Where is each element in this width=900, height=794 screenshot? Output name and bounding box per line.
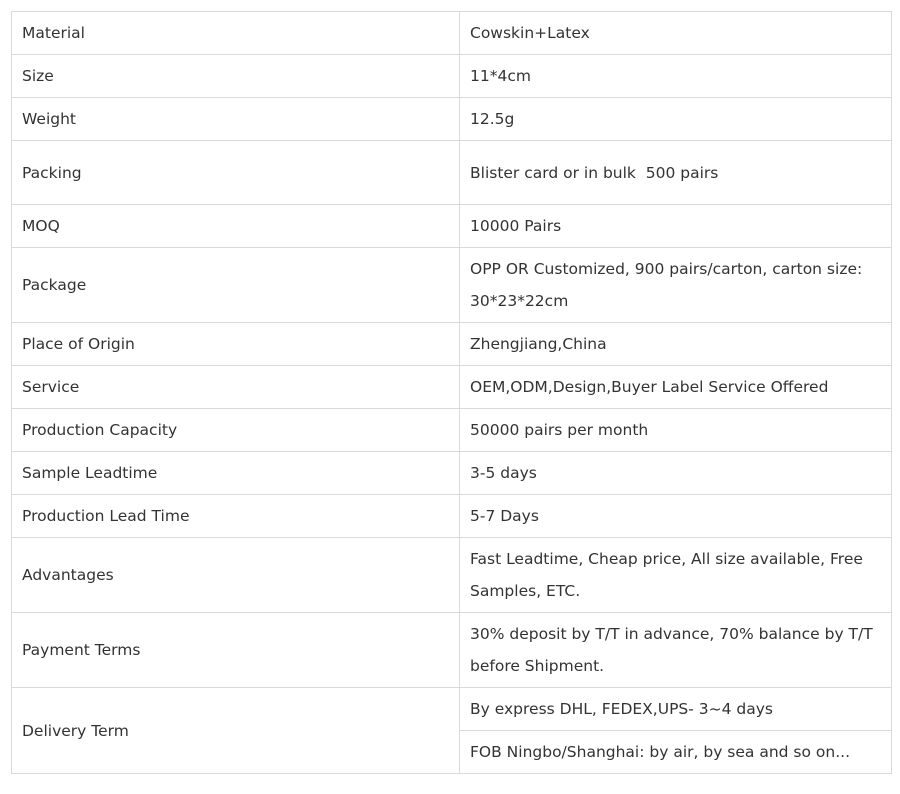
table-row-production-capacity [12, 409, 892, 452]
row-label: Sample Leadtime [12, 452, 460, 495]
table-row-size [12, 55, 892, 98]
row-value: Blister card or in bulk 500 pairs [460, 141, 892, 205]
row-value: FOB Ningbo/Shanghai: by air, by sea and so on... [460, 731, 892, 774]
row-value: 3-5 days [460, 452, 892, 495]
row-label: Weight [12, 98, 460, 141]
row-label: Production Lead Time [12, 495, 460, 538]
row-value: Fast Leadtime, Cheap price, All size available, Free Samples, ETC. [460, 538, 892, 613]
row-value: 10000 Pairs [460, 205, 892, 248]
row-label: Production Capacity [12, 409, 460, 452]
row-label: Packing [12, 141, 460, 205]
table-row-place-of-origin [12, 323, 892, 366]
table-row-packing [12, 141, 892, 205]
row-value: 12.5g [460, 98, 892, 141]
row-label: Package [12, 248, 460, 323]
row-value: 30% deposit by T/T in advance, 70% balance by T/T before Shipment. [460, 613, 892, 688]
table-row-weight [12, 98, 892, 141]
table-row-production-lead-time [12, 495, 892, 538]
table-row-sample-leadtime [12, 452, 892, 495]
row-label: Place of Origin [12, 323, 460, 366]
row-value: 11*4cm [460, 55, 892, 98]
row-value: Zhengjiang,China [460, 323, 892, 366]
row-label: Payment Terms [12, 613, 460, 688]
table-row-payment-terms [12, 613, 892, 688]
row-value: By express DHL, FEDEX,UPS- 3~4 days [460, 688, 892, 731]
table-row-material [12, 12, 892, 55]
table-row-delivery-term [12, 688, 892, 731]
row-value: OEM,ODM,Design,Buyer Label Service Offered [460, 366, 892, 409]
row-label: Material [12, 12, 460, 55]
row-label: Service [12, 366, 460, 409]
row-value: Cowskin+Latex [460, 12, 892, 55]
row-label: Delivery Term [12, 688, 460, 774]
table-row-moq [12, 205, 892, 248]
row-value: OPP OR Customized, 900 pairs/carton, carton size: 30*23*22cm [460, 248, 892, 323]
table-row-advantages [12, 538, 892, 613]
row-value: 50000 pairs per month [460, 409, 892, 452]
row-label: MOQ [12, 205, 460, 248]
row-label: Advantages [12, 538, 460, 613]
spec-table [11, 11, 892, 774]
table-row-service [12, 366, 892, 409]
table-row-package [12, 248, 892, 323]
row-value: 5-7 Days [460, 495, 892, 538]
row-label: Size [12, 55, 460, 98]
